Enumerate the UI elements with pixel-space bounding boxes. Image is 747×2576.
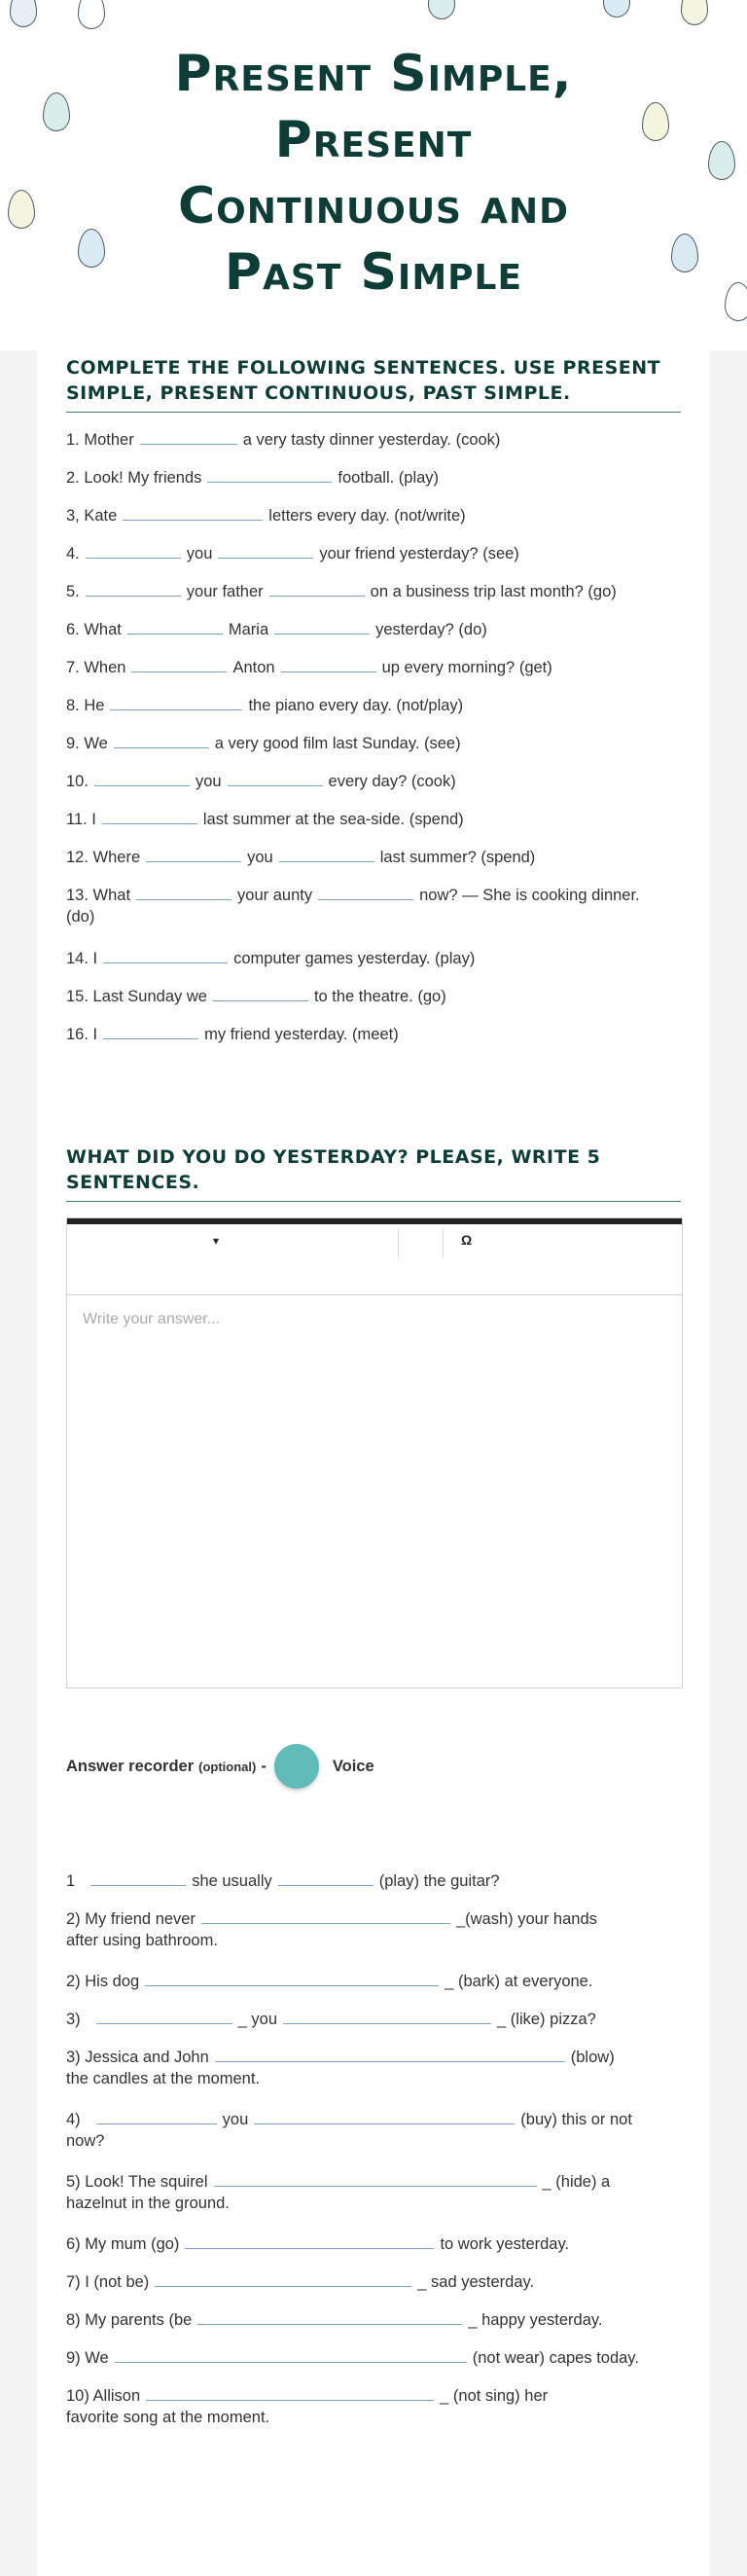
question-text: on a business trip last month? (go) [370,583,617,600]
raindrop-decoration [78,0,105,29]
recorder-dash: - [261,1757,267,1775]
raindrop-decoration [10,0,37,27]
question-text: now? — She is cooking dinner. (do) [66,887,640,925]
question-item [66,2308,603,2331]
question-text: a very good film last Sunday. (see) [214,735,461,752]
page-title [0,41,747,306]
question-text: _ (hide) a [542,2173,611,2191]
answer-blank[interactable] [86,580,181,597]
question-text: Anton [232,659,275,676]
question-text: hazelnut in the ground. [66,2195,230,2212]
question-text: football. (play) [338,469,440,487]
question-text: 6) My mum (go) [66,2235,180,2253]
question-text: _ (not sing) her [440,2387,549,2405]
question-item [66,1970,592,1992]
answer-blank[interactable] [185,2232,434,2249]
question-text: letters every day. (not/write) [268,507,466,525]
title-line: Continuous and [178,177,569,236]
question-12 [66,846,535,868]
question-item [66,2170,669,2214]
question-text: 3) Jessica and John [66,2049,209,2066]
question-item [66,2270,534,2293]
section-2-title: WHAT DID YOU DO YESTERDAY? PLEASE, WRITE 5 SENTENCES. [66,1144,681,1202]
answer-blank[interactable] [96,2008,232,2024]
answer-blank[interactable] [127,618,223,635]
question-item [66,2108,669,2152]
question-text: after using bathroom. [66,1932,218,1949]
question-text: (play) the guitar? [378,1872,500,1890]
answer-blank[interactable] [86,542,181,559]
question-item [66,1869,500,1892]
question-text: _ (bark) at everyone. [445,1973,593,1990]
answer-blank[interactable] [146,2384,434,2401]
question-text: _ sad yesterday. [417,2273,535,2291]
question-10 [66,770,456,792]
header-banner [0,0,747,350]
answer-blank[interactable] [278,1869,374,1886]
answer-blank[interactable] [269,580,365,597]
recorder-label: Answer recorder [66,1757,195,1775]
question-7 [66,656,552,678]
question-text: 4. [66,545,80,562]
question-text: (buy) this or not [520,2111,632,2128]
question-8 [66,694,463,716]
question-text: to work yesterday. [440,2235,570,2253]
question-text: last summer? (spend) [379,849,536,866]
raindrop-decoration [428,0,455,19]
answer-blank[interactable] [115,2346,467,2363]
question-item [66,1907,669,1951]
answer-blank[interactable] [228,770,323,786]
question-text: my friend yesterday. (meet) [204,1026,399,1043]
question-text: a very tasty dinner yesterday. (cook) [242,431,501,449]
answer-blank[interactable] [274,618,370,635]
question-text: 4) [66,2111,81,2128]
worksheet-card [37,350,710,2576]
question-item [66,2346,639,2369]
question-15 [66,985,446,1007]
chevron-down-icon[interactable]: ▾ [213,1234,220,1248]
toolbar-divider [443,1228,444,1257]
answer-placeholder: Write your answer... [83,1311,221,1327]
question-text: 7) I (not be) [66,2273,150,2291]
answer-blank[interactable] [145,1970,439,1986]
answer-blank[interactable] [281,656,376,672]
question-5 [66,580,617,602]
voice-label: Voice [332,1757,374,1775]
question-text: every day? (cook) [328,773,456,790]
answer-blank[interactable] [214,2170,537,2187]
section-1-title: COMPLETE THE FOLLOWING SENTENCES. USE PRESENT SIMPLE, PRESENT CONTINUOUS, PAST SIMPLE. [66,355,681,413]
question-text: _ happy yesterday. [468,2311,603,2329]
answer-blank[interactable] [96,2108,217,2124]
question-1 [66,428,500,451]
question-3 [66,504,466,526]
question-9 [66,732,461,754]
answer-blank[interactable] [218,542,313,559]
question-text: 11. I [66,811,96,828]
answer-blank[interactable] [90,1869,186,1886]
question-text: 5. [66,583,80,600]
special-character-icon[interactable]: Ω [461,1232,473,1248]
answer-textarea[interactable] [67,1295,682,1687]
answer-blank[interactable] [279,846,374,862]
question-11 [66,808,464,830]
answer-blank[interactable] [197,2308,462,2325]
question-text: _ you [237,2011,278,2028]
answer-blank[interactable] [103,1023,198,1039]
question-item [66,2232,569,2255]
title-line: Present Simple, [174,45,573,103]
record-button[interactable] [274,1744,319,1789]
question-text: she usually [192,1872,272,1890]
title-line: Present [274,111,473,169]
question-text: to the theatre. (go) [313,988,446,1005]
question-text: 2) My friend never [66,1910,196,1928]
question-text: last summer at the sea-side. (spend) [202,811,464,828]
answer-blank[interactable] [110,694,242,710]
question-text: Maria [228,621,269,638]
question-6 [66,618,487,640]
question-text: 10. [66,773,89,790]
title-line: Past Simple [224,243,523,302]
question-text: 8. He [66,697,105,714]
answer-blank[interactable] [103,947,228,963]
question-14 [66,947,475,969]
question-text: 6. What [66,621,122,638]
question-2 [66,466,439,489]
raindrop-decoration [681,0,708,25]
editor-toolbar [67,1224,682,1295]
answer-blank[interactable] [146,846,241,862]
question-text: 9. We [66,735,108,752]
answer-blank[interactable] [207,466,332,483]
answer-blank[interactable] [254,2108,515,2124]
question-item [66,2008,596,2030]
question-text: 15. Last Sunday we [66,988,207,1005]
section-1 [66,355,681,413]
question-text: the piano every day. (not/play) [248,697,464,714]
question-text: favorite song at the moment. [66,2409,270,2426]
answer-blank[interactable] [136,884,231,900]
answer-blank[interactable] [123,504,263,521]
question-text: computer games yesterday. (play) [233,950,476,967]
question-13 [66,884,650,927]
question-text: your friend yesterday? (see) [319,545,519,562]
question-text: (blow) [570,2049,615,2066]
question-text: 1. Mother [66,431,134,449]
question-text: you [186,545,213,562]
question-text: 7. When [66,659,126,676]
answer-blank[interactable] [215,2046,565,2062]
raindrop-decoration [603,0,630,18]
question-text: you [222,2111,249,2128]
answer-blank[interactable] [94,770,190,786]
question-text: 14. I [66,950,98,967]
question-text: 3, Kate [66,507,118,525]
question-4 [66,542,519,564]
question-text: _(wash) your hands [455,1910,597,1928]
answer-editor [66,1217,683,1688]
answer-blank[interactable] [283,2008,491,2024]
question-text: 16. I [66,1026,98,1043]
question-text: 10) Allison [66,2387,141,2405]
question-16 [66,1023,399,1045]
answer-blank[interactable] [114,732,209,748]
question-text: 2. Look! My friends [66,469,202,487]
answer-blank[interactable] [213,985,308,1001]
answer-recorder [66,1744,374,1789]
question-item [66,2384,669,2428]
answer-blank[interactable] [155,2270,411,2287]
question-text: _ (like) pizza? [497,2011,596,2028]
toolbar-divider [398,1228,399,1257]
question-text: 9) We [66,2349,109,2367]
question-text: 2) His dog [66,1973,140,1990]
answer-blank[interactable] [102,808,197,824]
question-text: 13. What [66,887,131,904]
answer-blank[interactable] [140,428,237,445]
question-text: the candles at the moment. [66,2070,261,2087]
answer-blank[interactable] [318,884,413,900]
question-text: now? [66,2132,105,2150]
question-text: your aunty [237,887,313,904]
recorder-optional: (optional) [198,1759,257,1774]
question-text: 1 [66,1872,76,1890]
question-item [66,2046,669,2089]
question-text: 5) Look! The squirel [66,2173,208,2191]
question-text: your father [186,583,264,600]
question-text: yesterday? (do) [375,621,487,638]
question-text: you [247,849,273,866]
question-text: 12. Where [66,849,141,866]
question-text: (not wear) capes today. [472,2349,639,2367]
section-2 [66,1144,681,1202]
question-text: 3) [66,2011,81,2028]
question-text: up every morning? (get) [381,659,552,676]
format-dropdown[interactable] [77,1230,229,1255]
answer-blank[interactable] [131,656,227,672]
answer-blank[interactable] [201,1907,450,1924]
question-text: 8) My parents (be [66,2311,193,2329]
question-text: you [195,773,222,790]
